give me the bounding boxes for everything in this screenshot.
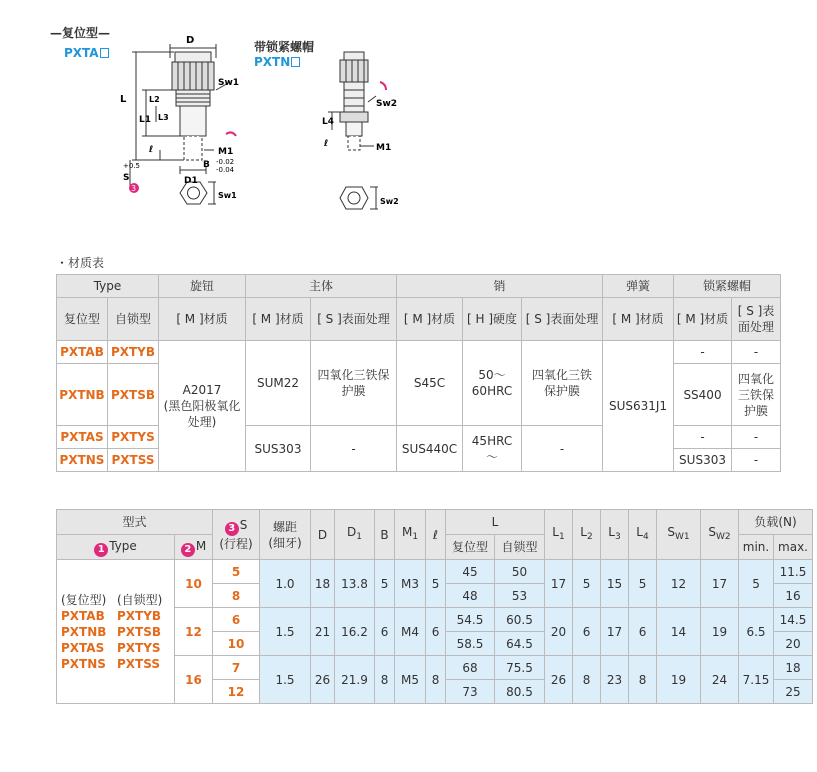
spec-l2: 8 bbox=[573, 656, 601, 704]
mat-type-lock: PXTYB bbox=[108, 341, 159, 364]
spec-hdr-l-lock: 自锁型 bbox=[495, 535, 545, 560]
spec-ell: 6 bbox=[426, 608, 446, 656]
mat-pin-s: - bbox=[522, 426, 603, 472]
spec-l-reset: 58.5 bbox=[446, 632, 495, 656]
svg-text:D: D bbox=[186, 35, 195, 46]
badge-2: 2 bbox=[181, 543, 195, 557]
svg-text:M1: M1 bbox=[376, 143, 392, 153]
spec-sw1: 12 bbox=[657, 560, 701, 608]
spec-l-reset: 48 bbox=[446, 584, 495, 608]
svg-text:L2: L2 bbox=[149, 95, 160, 104]
mat-hdr-spring-m: [ M ]材质 bbox=[603, 298, 674, 341]
spec-l1: 17 bbox=[545, 560, 573, 608]
spec-l4: 6 bbox=[629, 608, 657, 656]
svg-text:L3: L3 bbox=[158, 113, 169, 122]
mat-type-reset: PXTAS bbox=[57, 426, 108, 449]
spec-hdr-m1: $M_1$ bbox=[395, 510, 426, 560]
mat-nut-m: - bbox=[674, 426, 732, 449]
mat-hdr-nut-m: [ M ]材质 bbox=[674, 298, 732, 341]
spec-hdr-l4: $L_4$ bbox=[629, 510, 657, 560]
badge-3: 3 bbox=[225, 522, 239, 536]
spec-s: 8 bbox=[213, 584, 260, 608]
materials-table bbox=[56, 274, 781, 472]
svg-text:+0.5: +0.5 bbox=[123, 162, 140, 170]
mat-type-lock: PXTYS bbox=[108, 426, 159, 449]
spec-l-reset: 45 bbox=[446, 560, 495, 584]
spec-d: 26 bbox=[311, 656, 335, 704]
reset-type-code: PXTA bbox=[64, 46, 109, 60]
mat-nut-m: SS400 bbox=[674, 364, 732, 426]
spec-l-reset: 68 bbox=[446, 656, 495, 680]
spec-sw1: 14 bbox=[657, 608, 701, 656]
svg-text:3: 3 bbox=[131, 184, 137, 193]
mat-body-m: SUS303 bbox=[246, 426, 311, 472]
spec-hdr-m: 2 M bbox=[175, 535, 213, 560]
mat-nut-m: - bbox=[674, 341, 732, 364]
spec-hdr-d: D bbox=[311, 510, 335, 560]
spec-sw2: 17 bbox=[701, 560, 739, 608]
spec-hdr-model: 型式 bbox=[57, 510, 213, 535]
spec-l-lock: 64.5 bbox=[495, 632, 545, 656]
spec-hdr-l1: $L_1$ bbox=[545, 510, 573, 560]
spec-table bbox=[56, 509, 813, 704]
mat-nut-m: SUS303 bbox=[674, 449, 732, 472]
spec-hdr-l3: $L_3$ bbox=[601, 510, 629, 560]
mat-knob: A2017 (黑色阳极氧化处理) bbox=[159, 341, 246, 472]
spec-l-lock: 53 bbox=[495, 584, 545, 608]
mat-nut-s: - bbox=[732, 449, 781, 472]
spec-pitch: 1.0 bbox=[260, 560, 311, 608]
mat-nut-s: - bbox=[732, 426, 781, 449]
mat-hdr-knob-m: [ M ]材质 bbox=[159, 298, 246, 341]
spec-min: 6.5 bbox=[739, 608, 774, 656]
spec-max: 25 bbox=[774, 680, 813, 704]
svg-text:L4: L4 bbox=[322, 117, 334, 127]
spec-m: 12 bbox=[175, 608, 213, 656]
mat-type-lock: PXTSB bbox=[108, 364, 159, 426]
mat-type-reset: PXTAB bbox=[57, 341, 108, 364]
spec-m1: M5 bbox=[395, 656, 426, 704]
svg-text:ℓ: ℓ bbox=[324, 139, 329, 149]
spec-hdr-type: 1 Type bbox=[57, 535, 175, 560]
spec-l2: 5 bbox=[573, 560, 601, 608]
spec-l2: 6 bbox=[573, 608, 601, 656]
spec-b: 6 bbox=[375, 608, 395, 656]
mat-spring: SUS631J1 bbox=[603, 341, 674, 472]
mat-hdr-reset: 复位型 bbox=[57, 298, 108, 341]
spec-hdr-b: B bbox=[375, 510, 395, 560]
spec-d1: 16.2 bbox=[335, 608, 375, 656]
svg-text:M1: M1 bbox=[218, 147, 234, 157]
lock-type-heading: 带锁紧螺帽 PXTN bbox=[254, 40, 315, 69]
spec-m1: M4 bbox=[395, 608, 426, 656]
svg-text:-0.04: -0.04 bbox=[216, 166, 235, 174]
spec-max: 16 bbox=[774, 584, 813, 608]
mat-body-m: SUM22 bbox=[246, 341, 311, 426]
mat-hdr-lock: 自锁型 bbox=[108, 298, 159, 341]
svg-text:ℓ: ℓ bbox=[149, 145, 154, 155]
mat-pin-h: 50～ 60HRC bbox=[463, 341, 522, 426]
spec-s: 12 bbox=[213, 680, 260, 704]
svg-text:L1: L1 bbox=[139, 115, 151, 125]
spec-hdr-sw2: $S_{W2}$ bbox=[701, 510, 739, 560]
spec-l4: 5 bbox=[629, 560, 657, 608]
svg-text:S: S bbox=[123, 173, 130, 183]
mat-type-reset: PXTNB bbox=[57, 364, 108, 426]
mat-hdr-type: Type bbox=[57, 275, 159, 298]
spec-l4: 8 bbox=[629, 656, 657, 704]
spec-hdr-s: 3 S (行程) bbox=[213, 510, 260, 560]
spec-s: 5 bbox=[213, 560, 260, 584]
spec-b: 8 bbox=[375, 656, 395, 704]
spec-l3: 15 bbox=[601, 560, 629, 608]
spec-max: 20 bbox=[774, 632, 813, 656]
spec-type-list: (复位型) (自锁型) PXTAB PXTYB PXTNB PXTSB PXTAS PXTYS PXTNS PXTSS bbox=[57, 560, 175, 704]
spec-m1: M3 bbox=[395, 560, 426, 608]
mat-type-lock: PXTSS bbox=[108, 449, 159, 472]
badge-1: 1 bbox=[94, 543, 108, 557]
spec-pitch: 1.5 bbox=[260, 608, 311, 656]
svg-text:D1: D1 bbox=[184, 176, 198, 186]
spec-hdr-l-reset: 复位型 bbox=[446, 535, 495, 560]
spec-ell: 5 bbox=[426, 560, 446, 608]
spec-l-lock: 50 bbox=[495, 560, 545, 584]
spec-hdr-l2: $L_2$ bbox=[573, 510, 601, 560]
materials-title: ・材质表 bbox=[56, 256, 105, 270]
spec-d: 21 bbox=[311, 608, 335, 656]
spec-max: 11.5 bbox=[774, 560, 813, 584]
spec-l-reset: 73 bbox=[446, 680, 495, 704]
svg-text:Sw1: Sw1 bbox=[218, 191, 237, 200]
mat-type-reset: PXTNS bbox=[57, 449, 108, 472]
spec-sw1: 19 bbox=[657, 656, 701, 704]
svg-text:Sw2: Sw2 bbox=[380, 197, 399, 206]
spec-l1: 20 bbox=[545, 608, 573, 656]
spec-min: 7.15 bbox=[739, 656, 774, 704]
spec-l1: 26 bbox=[545, 656, 573, 704]
svg-text:Sw1: Sw1 bbox=[218, 78, 240, 88]
spec-hdr-min: min. bbox=[739, 535, 774, 560]
spec-d1: 21.9 bbox=[335, 656, 375, 704]
svg-text:L: L bbox=[120, 94, 127, 105]
spec-ell: 8 bbox=[426, 656, 446, 704]
spec-l-lock: 75.5 bbox=[495, 656, 545, 680]
spec-max: 14.5 bbox=[774, 608, 813, 632]
svg-text:Sw2: Sw2 bbox=[376, 99, 398, 109]
reset-type-heading: —复位型— bbox=[50, 26, 111, 40]
mat-hdr-pin: 销 bbox=[397, 275, 603, 298]
mat-hdr-spring: 弹簧 bbox=[603, 275, 674, 298]
spec-s: 6 bbox=[213, 608, 260, 632]
mat-hdr-pin-s: [ S ]表面处理 bbox=[522, 298, 603, 341]
spec-s: 7 bbox=[213, 656, 260, 680]
spec-m: 16 bbox=[175, 656, 213, 704]
spec-max: 18 bbox=[774, 656, 813, 680]
spec-l-lock: 60.5 bbox=[495, 608, 545, 632]
mat-hdr-locknut: 锁紧螺帽 bbox=[674, 275, 781, 298]
spec-l3: 23 bbox=[601, 656, 629, 704]
spec-l3: 17 bbox=[601, 608, 629, 656]
spec-sw2: 24 bbox=[701, 656, 739, 704]
svg-text:-0.02: -0.02 bbox=[216, 158, 235, 166]
spec-hdr-d1: $D_1$ bbox=[335, 510, 375, 560]
spec-m: 10 bbox=[175, 560, 213, 608]
mat-body-s: - bbox=[311, 426, 397, 472]
spec-pitch: 1.5 bbox=[260, 656, 311, 704]
mat-hdr-body-m: [ M ]材质 bbox=[246, 298, 311, 341]
mat-hdr-nut-s: [ S ]表面处理 bbox=[732, 298, 781, 341]
mat-pin-s: 四氧化三铁 保护膜 bbox=[522, 341, 603, 426]
mat-hdr-pin-m: [ M ]材质 bbox=[397, 298, 463, 341]
spec-l-reset: 54.5 bbox=[446, 608, 495, 632]
spec-b: 5 bbox=[375, 560, 395, 608]
spec-hdr-sw1: $S_{W1}$ bbox=[657, 510, 701, 560]
spec-hdr-ell: ℓ bbox=[426, 510, 446, 560]
mat-hdr-pin-h: [ H ]硬度 bbox=[463, 298, 522, 341]
spec-d: 18 bbox=[311, 560, 335, 608]
spec-d1: 13.8 bbox=[335, 560, 375, 608]
spec-hdr-load: 负载(N) bbox=[739, 510, 813, 535]
spec-hdr-l: L bbox=[446, 510, 545, 535]
mat-hdr-body: 主体 bbox=[246, 275, 397, 298]
spec-min: 5 bbox=[739, 560, 774, 608]
mat-hdr-knob: 旋钮 bbox=[159, 275, 246, 298]
mat-nut-s: - bbox=[732, 341, 781, 364]
svg-text:B: B bbox=[203, 160, 210, 170]
spec-l-lock: 80.5 bbox=[495, 680, 545, 704]
reset-type-drawing bbox=[120, 30, 250, 230]
mat-hdr-body-s: [ S ]表面处理 bbox=[311, 298, 397, 341]
mat-pin-m: S45C bbox=[397, 341, 463, 426]
spec-sw2: 19 bbox=[701, 608, 739, 656]
spec-hdr-max: max. bbox=[774, 535, 813, 560]
spec-hdr-pitch: 螺距 (细牙) bbox=[260, 510, 311, 560]
mat-pin-h: 45HRC ～ bbox=[463, 426, 522, 472]
mat-body-s: 四氧化三铁保护膜 bbox=[311, 341, 397, 426]
spec-s: 10 bbox=[213, 632, 260, 656]
locknut-type-drawing bbox=[318, 50, 428, 220]
mat-pin-m: SUS440C bbox=[397, 426, 463, 472]
mat-nut-s: 四氧化 三铁保 护膜 bbox=[732, 364, 781, 426]
